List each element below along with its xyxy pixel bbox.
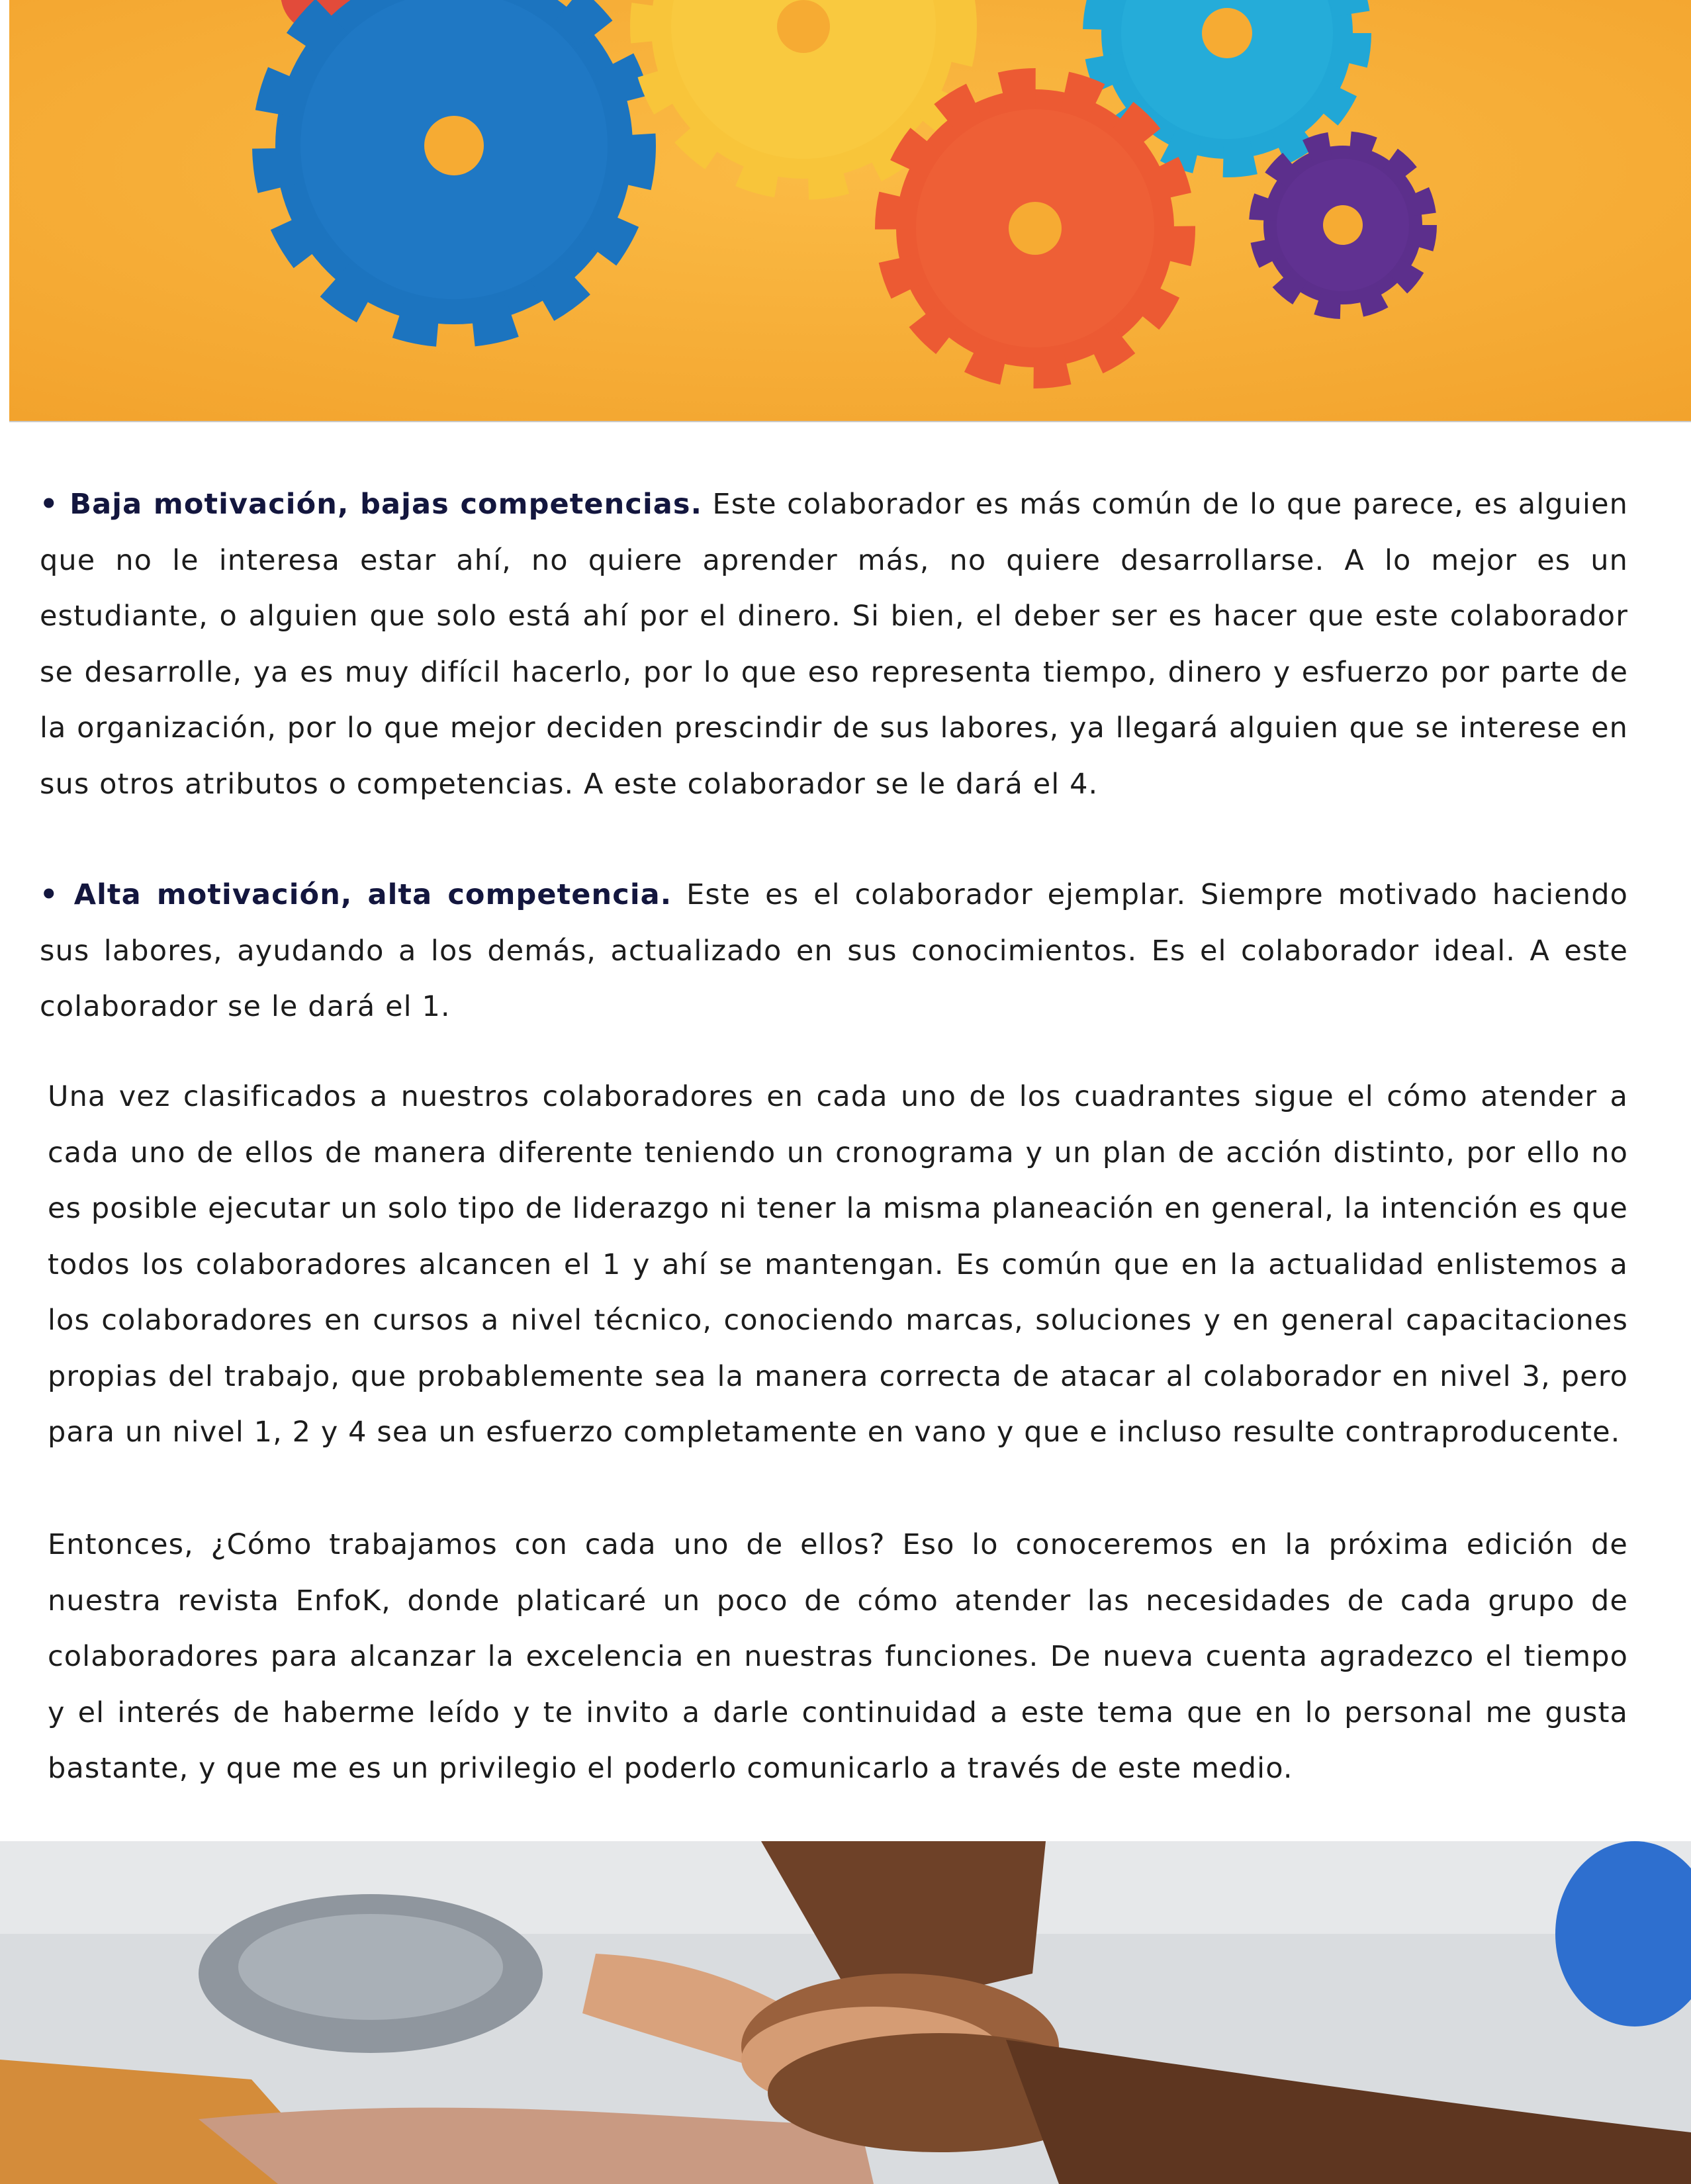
hands-illustration [0,1841,1691,2184]
hands-image [0,1841,1691,2184]
paragraph-text: Este es el colaborador ejemplar. Siempre motivado haciendo sus labores, ayudando a los demás, actualizado en sus conocimientos. Es el colaborador ideal. A este colaborador se le dará el 1. [40,878,1628,1023]
paragraph-classification: Una vez clasificados a nuestros colaboradores en cada uno de los cuadrantes sigue el cómo atender a cada uno de ellos de manera diferente teniendo un cronograma y un plan de acción distinto, por ello no es posible ejecutar un solo tipo de liderazgo ni tener la misma planeación en general, la intención es que todos los colaboradores alcancen el 1 y ahí se mantengan. Es común que en la actualidad enlistemos a los colaboradores en cursos a nivel técnico, conociendo marcas, soluciones y en general capacitaciones propias del trabajo, que probablemente sea la manera correcta de atacar al colaborador en nivel 3, pero para un nivel 1, 2 y 4 sea un esfuerzo completamente en vano y que e incluso resulte contraproducente. [48,1080,1628,1449]
paragraph-high-motivation [40,867,1628,1035]
paragraph-low-motivation [40,477,1628,812]
paragraph-closing: Entonces, ¿Cómo trabajamos con cada uno de ellos? Eso lo conoceremos en la próxima edición de nuestra revista EnfoK, donde platicaré un poco de cómo atender las necesidades de cada grupo de colaboradores para alcanzar la excelencia en nuestras funciones. De nueva cuenta agradezco el tiempo y el interés de haberme leído y te invito a darle continuidad a este tema que en lo personal me gusta bastante, y que me es un privilegio el poderlo comunicarlo a través de este medio. [48,1528,1628,1785]
bullet-heading-high: • Alta motivación, alta competencia. [40,878,672,911]
bullet-heading-low: • Baja motivación, bajas competencias. [40,488,703,521]
paragraph-text: Este colaborador es más común de lo que parece, es alguien que no le interesa estar ahí, no quiere aprender más, no quiere desarrollarse. A lo mejor es un estudiante, o alguien que solo está ahí por el dinero. Si bien, el deber ser es hacer que este colaborador se desarrolle, ya es muy difícil hacerlo, por lo que eso representa tiempo, dinero y esfuerzo por parte de la organización, por lo que mejor deciden prescindir de sus labores, ya llegará alguien que se interese en sus otros atributos o competencias. A este colaborador se le dará el 4. [40,488,1628,801]
shoe-icon [199,1894,543,2053]
